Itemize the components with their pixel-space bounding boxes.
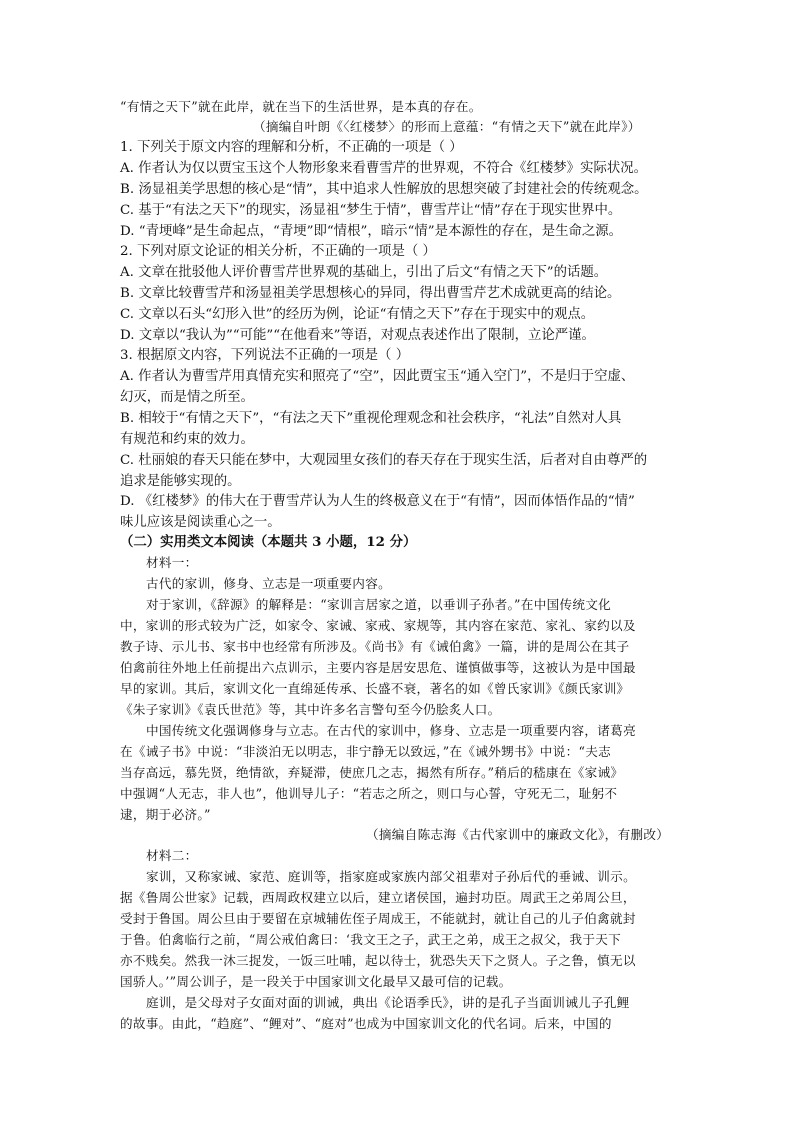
material-1-line: 教子诗、示儿书、家书中也经常有所涉及。《尚书》有《诫伯禽》一篇，讲的是周公在其子 [120, 639, 630, 654]
question-3-option-c-cont: 追求是能够实现的。 [120, 474, 241, 489]
material-1-line: 早的家训。其后，家训文化一直绵延传承、长盛不衰，著名的如《曾氏家训》《颜氏家训》 [120, 681, 630, 696]
material-1-line: 对于家训，《辞源》的解释是：“家训言居家之道，以垂训子孙者。”在中国传统文化 [146, 597, 612, 612]
question-1-stem: 1. 下列关于原文内容的理解和分析，不正确的一项是（ ） [120, 140, 463, 155]
material-2-line: 国骄人。’”周公训子，是一段关于中国家训文化最早又最可信的记载。 [120, 974, 512, 989]
material-1-line: 中，家训的形式较为广泛，如家令、家诫、家戒、家规等，其内容在家范、家礼、家约以及 [120, 618, 636, 633]
question-3-option-b-cont: 有规范和约束的效力。 [120, 432, 254, 447]
material-1-line: 逮，期于必济。” [120, 807, 211, 822]
passage-closing-line: “有情之天下”就在此岸，就在当下的生活世界，是本真的存在。 [120, 99, 482, 114]
question-2-option-c: C. 文章以石头“幻形入世”的经历为例，论证“有情之天下”存在于现实中的观点。 [120, 307, 595, 322]
material-2-line: 受封于鲁国。周公旦由于要留在京城辅佐侄子周成王，不能就封，就让自己的儿子伯禽就封 [120, 911, 636, 926]
material-1-line: 在《诫子书》中说：“非淡泊无以明志，非宁静无以致远，”在《诫外甥书》中说：“夫志 [120, 744, 611, 759]
material-1-line: 《朱子家训》《袁氏世范》等，其中许多名言警句至今仍脍炙人口。 [120, 702, 501, 717]
material-2-line: 家训，又称家诫、家范、庭训等，指家庭或家族内部父祖辈对子孙后代的垂诫、训示。 [146, 869, 636, 884]
question-2-option-a: A. 文章在批驳他人评价曹雪芹世界观的基础上，引出了后文“有情之天下”的话题。 [120, 265, 608, 280]
material-2-label: 材料二： [146, 848, 198, 863]
material-1-source: （摘编自陈志海《古代家训中的廉政文化》，有删改） [366, 827, 670, 842]
material-1-line: 伯禽前往外地上任前提出六点训示，主要内容是居安思危、谨慎做事等，这被认为是中国最 [120, 660, 636, 675]
question-3-stem: 3. 根据原文内容，下列说法不正确的一项是（ ） [120, 348, 410, 363]
material-1-line: 中国传统文化强调修身与立志。在古代的家训中，修身、立志是一项重要内容，诸葛亮 [146, 723, 636, 738]
material-2-line: 据《鲁周公世家》记载，西周政权建立以后，建立诸侯国，遍封功臣。周武王之弟周公旦， [120, 890, 636, 905]
question-1-option-b: B. 汤显祖美学思想的核心是“情”，其中追求人性解放的思想突破了封建社会的传统观念。 [120, 182, 648, 197]
question-1-option-d: D. “青埂峰”是生命起点，“青埂”即“情根”，暗示“情”是本源性的存在，是生命之源。 [120, 224, 623, 239]
question-3-option-b: B. 相较于“有情之天下”，“有法之天下”重视伦理观念和社会秩序，“礼法”自然对人具 [120, 411, 622, 426]
question-2-stem: 2. 下列对原文论证的相关分析，不正确的一项是（ ） [120, 244, 436, 259]
question-3-option-d-cont: 味儿应该是阅读重心之一。 [120, 515, 281, 530]
material-1-line: 古代的家训，修身、立志是一项重要内容。 [146, 576, 391, 591]
question-2-option-d: D. 文章以“我认为”“可能”“在他看来”等语，对观点表述作出了限制，立论严谨。 [120, 328, 595, 343]
material-2-line: 的故事。由此，“趋庭”、“鲤对”、“庭对”也成为中国家训文化的代名词。后来，中国的 [120, 1016, 612, 1031]
question-3-option-d: D. 《红楼梦》的伟大在于曹雪芹认为人生的终极意义在于“有情”，因而体悟作品的“情” [120, 494, 635, 509]
section-heading: （二）实用类文本阅读（本题共 3 小题，12 分） [120, 534, 417, 550]
question-1-option-a: A. 作者认为仅以贾宝玉这个人物形象来看曹雪芹的世界观，不符合《红楼梦》实际状况。 [120, 161, 648, 176]
material-2-line: 于鲁。伯禽临行之前，“周公戒伯禽曰：‘我文王之子，武王之弟，成王之叔父，我于天下 [120, 932, 622, 947]
question-3-option-a-cont: 幻灭，而是情之所至。 [120, 390, 254, 405]
material-1-line: 中强调“人无志，非人也”，他训导儿子：“若志之所之，则口与心誓，守死无二，耻躬不 [120, 786, 618, 801]
material-2-line: 庭训，是父母对子女面对面的训诫，典出《论语季氏》，讲的是孔子当面训诫儿子孔鲤 [146, 995, 630, 1010]
question-3-option-a: A. 作者认为曹雪芹用真情充实和照亮了“空”，因此贾宝玉“通入空门”，不是归于空虚、 [120, 369, 635, 384]
material-1-label: 材料一： [146, 555, 198, 570]
passage-source-citation: （摘编自叶朗《〈红楼梦〉的形而上意蕴：“有情之天下”就在此岸》） [253, 119, 641, 134]
material-1-line: 当存高远，慕先贤，绝情欲，弃疑滞，使庶几之志，揭然有所存。”稍后的嵇康在《家诫》 [120, 765, 624, 780]
material-2-line: 亦不贱矣。然我一沐三捉发，一饭三吐哺，起以待士，犹恐失天下之贤人。子之鲁，慎无以 [120, 953, 636, 968]
question-1-option-c: C. 基于“有法之天下”的现实，汤显祖“梦生于情”，曹雪芹让“情”存在于现实世界中。 [120, 203, 622, 218]
question-3-option-c: C. 杜丽娘的春天只能在梦中，大观园里女孩们的春天存在于现实生活，后者对自由尊严的 [120, 453, 648, 468]
question-2-option-b: B. 文章比较曹雪芹和汤显祖美学思想核心的异同，得出曹雪芹艺术成就更高的结论。 [120, 286, 621, 301]
